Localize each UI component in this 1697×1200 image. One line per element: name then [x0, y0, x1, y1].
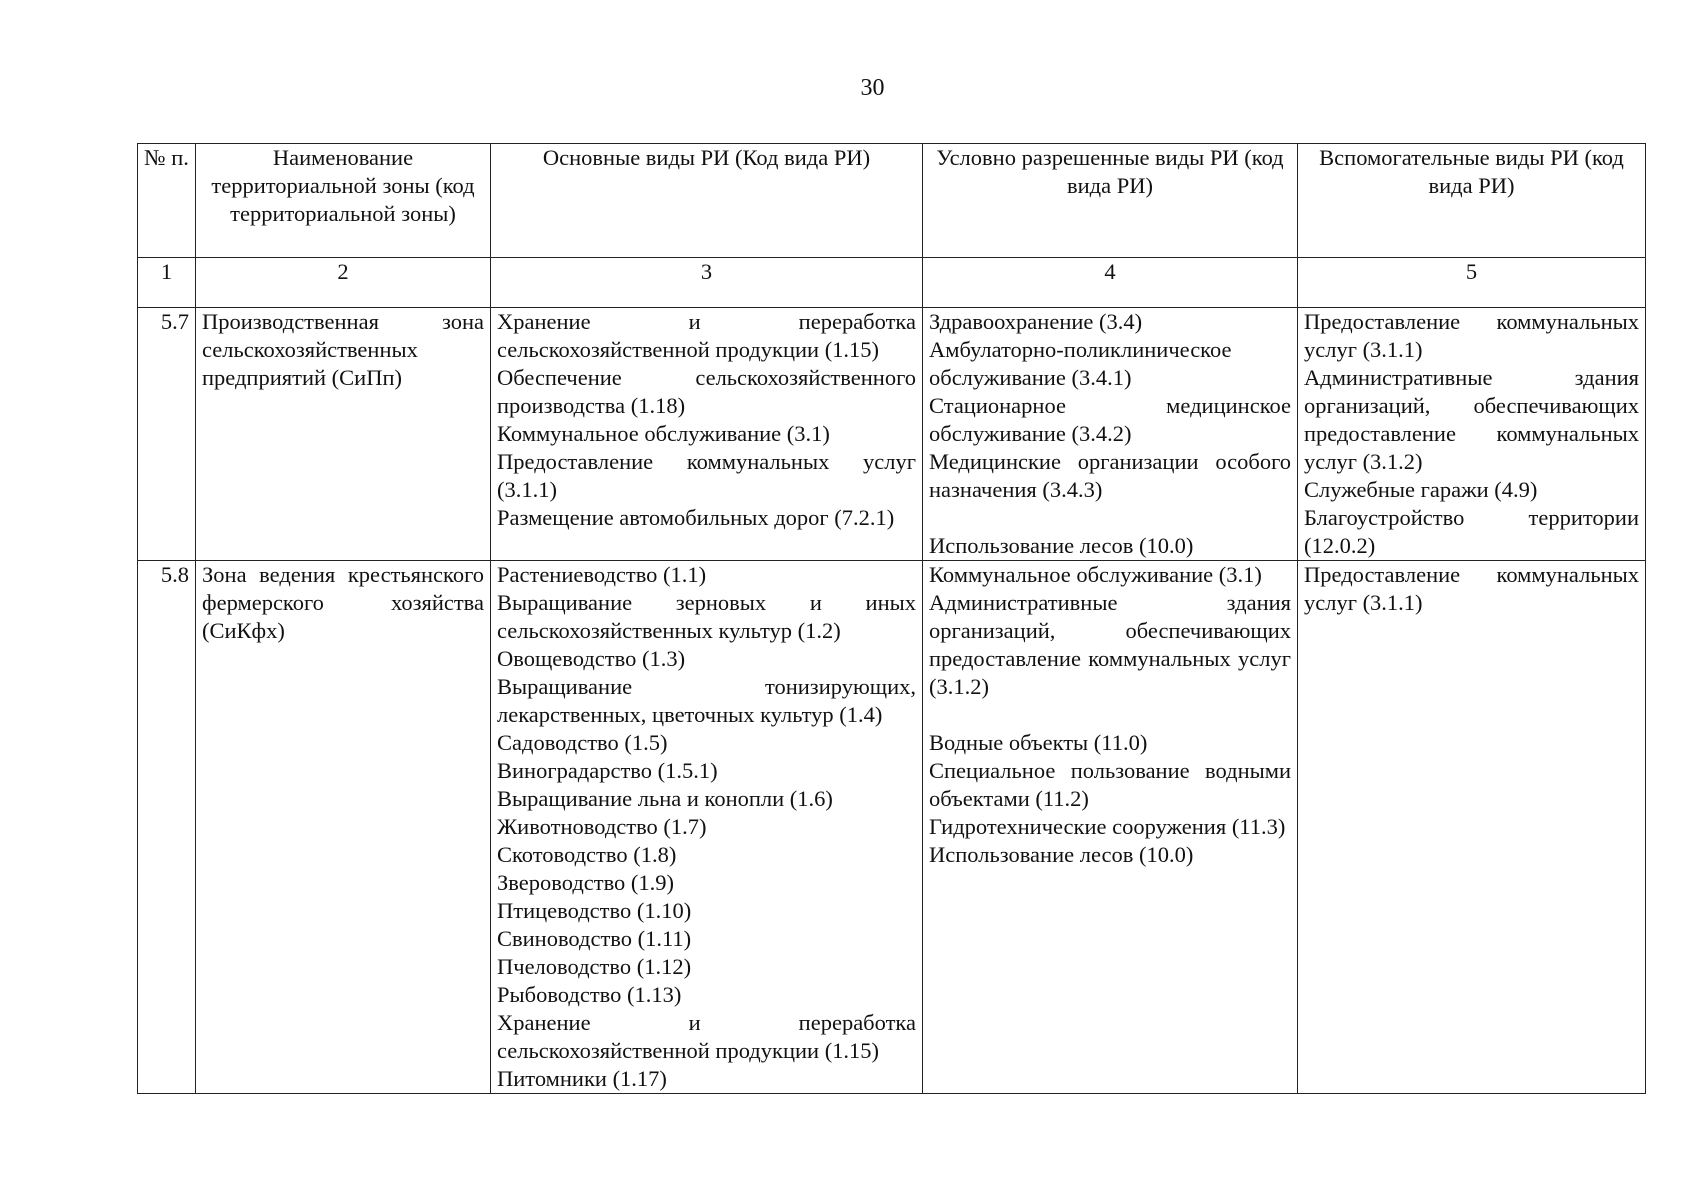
column-number-1: 1 — [138, 258, 196, 308]
list-item: Благоустройство территории (12.0.2) — [1304, 505, 1639, 558]
list-item: Гидротехнические сооружения (11.3) — [929, 814, 1286, 839]
list-item: Административные здания организаций, обеспечивающих предоставление коммунальных услуг (3.1.2) — [1304, 365, 1639, 474]
list-item: Виноградарство (1.5.1) — [497, 758, 718, 783]
list-item: Административные здания организаций, обеспечивающих предоставление коммунальных услуг (3.1.2) — [929, 590, 1291, 699]
list-item: Медицинские организации особого назначения (3.4.3) — [929, 449, 1291, 502]
list-item: Выращивание льна и конопли (1.6) — [497, 786, 833, 811]
list-item: Обеспечение сельскохозяйственного производства (1.18) — [497, 365, 916, 418]
list-item: Звероводство (1.9) — [497, 870, 675, 895]
list-item: Предоставление коммунальных услуг (3.1.1) — [1304, 309, 1639, 362]
list-item: Скотоводство (1.8) — [497, 842, 677, 867]
list-item: Амбулаторно-поликлиническое обслуживание (3.4.1) — [929, 337, 1232, 390]
auxiliary-uses-cell — [1298, 561, 1646, 1094]
page-number: 30 — [860, 75, 885, 101]
column-number-4: 4 — [923, 258, 1298, 308]
zoning-table — [137, 143, 1646, 1094]
list-item: Пчеловодство (1.12) — [497, 954, 692, 979]
list-item: Питомники (1.17) — [497, 1066, 667, 1091]
header-conditional-uses: Условно разрешенные виды РИ (код вида РИ) — [923, 144, 1298, 258]
list-item: Овощеводство (1.3) — [497, 646, 686, 671]
list-item: Использование лесов (10.0) — [929, 842, 1194, 867]
list-item: Выращивание тонизирующих, лекарственных, цветочных культур (1.4) — [497, 674, 916, 727]
column-number-row — [138, 258, 1646, 308]
list-item: Служебные гаражи (4.9) — [1304, 477, 1538, 502]
zone-name: Зона ведения крестьянского фермерского хозяйства (СиКфх) — [196, 561, 491, 1094]
header-number: № п. — [138, 144, 196, 258]
list-item: Коммунальное обслуживание (3.1) — [497, 421, 830, 446]
conditional-uses-cell — [923, 308, 1298, 561]
table-header-row — [138, 144, 1646, 258]
table-row — [138, 561, 1646, 1094]
list-item: Использование лесов (10.0) — [929, 533, 1194, 558]
list-item: Размещение автомобильных дорог (7.2.1) — [497, 505, 895, 530]
list-item: Садоводство (1.5) — [497, 730, 668, 755]
row-number: 5.7 — [138, 308, 196, 561]
list-item: Стационарное медицинское обслуживание (3.4.2) — [929, 393, 1291, 446]
list-item: Растениеводство (1.1) — [497, 562, 707, 587]
table-row — [138, 308, 1646, 561]
list-item: Специальное пользование водными объектами (11.2) — [929, 758, 1291, 811]
blank-line — [929, 504, 1291, 532]
list-item: Выращивание зерновых и иных сельскохозяйственных культур (1.2) — [497, 590, 916, 643]
list-item: Хранение и переработка сельскохозяйственной продукции (1.15) — [497, 309, 916, 362]
list-item: Коммунальное обслуживание (3.1) — [929, 562, 1262, 587]
header-main-uses: Основные виды РИ (Код вида РИ) — [491, 144, 923, 258]
list-item: Водные объекты (11.0) — [929, 730, 1148, 755]
list-item: Животноводство (1.7) — [497, 814, 707, 839]
column-number-3: 3 — [491, 258, 923, 308]
header-auxiliary-uses: Вспомогательные виды РИ (код вида РИ) — [1298, 144, 1646, 258]
column-number-2: 2 — [196, 258, 491, 308]
header-zone-name: Наименование территориальной зоны (код территориальной зоны) — [196, 144, 491, 258]
list-item: Здравоохранение (3.4) — [929, 309, 1143, 334]
list-item: Хранение и переработка сельскохозяйственной продукции (1.15) — [497, 1010, 916, 1063]
list-item: Предоставление коммунальных услуг (3.1.1) — [497, 449, 916, 502]
conditional-uses-cell — [923, 561, 1298, 1094]
list-item: Предоставление коммунальных услуг (3.1.1) — [1304, 562, 1639, 615]
row-number: 5.8 — [138, 561, 196, 1094]
list-item: Птицеводство (1.10) — [497, 898, 692, 923]
column-number-5: 5 — [1298, 258, 1646, 308]
main-uses-cell — [491, 561, 923, 1094]
blank-line — [929, 701, 1291, 729]
list-item: Рыбоводство (1.13) — [497, 982, 682, 1007]
auxiliary-uses-cell — [1298, 308, 1646, 561]
list-item: Свиноводство (1.11) — [497, 926, 692, 951]
zone-name: Производственная зона сельскохозяйственных предприятий (СиПп) — [196, 308, 491, 561]
main-uses-cell — [491, 308, 923, 561]
